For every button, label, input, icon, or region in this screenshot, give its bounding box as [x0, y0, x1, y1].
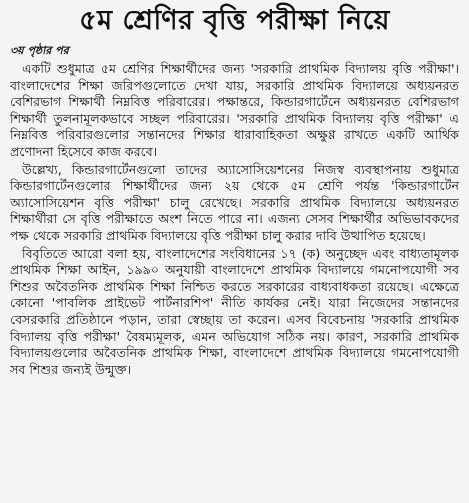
article-headline: ৫ম শ্রেণির বৃত্তি পরীক্ষা নিয়ে: [79, 5, 390, 36]
article-paragraph: উল্লেখ্য, কিন্ডারগার্টেনগুলো তাদের অ্যাসোসিয়েশনের নিজস্ব ব্যবস্থাপনায় শুধুমাত্র কিন্ডারগার্টেনগুলোর শিক্ষার্থীদের জন্য ২য় থেকে ৫ম শ্রেণি পর্যন্ত 'কিন্ডারগার্টেন অ্যাসোসিয়েশন বৃত্তি পরীক্ষা' চালু রেখেছে। সরকারি প্রাথমিক বিদ্যালয়ে অধ্যয়নরত শিক্ষার্থীরা সে বৃত্তি পরীক্ষাতে অংশ নিতে পারে না। এজন্য সেসব শিক্ষার্থীর অভিভাবকদের পক্ষ থেকে সরকারি প্রাথমিক বিদ্যালয়ে বৃত্তি পরীক্ষা চালু করার দাবি উত্থাপিত হয়েছে।: [10, 161, 459, 243]
continued-from-label: ৩য় পৃষ্ঠার পর: [10, 44, 69, 57]
article-body: [10, 61, 459, 378]
article-paragraph: একটি শুধুমাত্র ৫ম শ্রেণির শিক্ষার্থীদের জন্য 'সরকারি প্রাথমিক বিদ্যালয় বৃত্তি পরীক্ষা'। বাংলাদেশের শিক্ষা জরিপগুলোতে দেখা যায়, সরকারি প্রাথমিক বিদ্যালয়ে অধ্যয়নরত বেশিরভাগ শিক্ষার্থী নিম্নবিত্ত পরিবারের। পক্ষান্তরে, কিন্ডারগার্টেনে অধ্যয়নরত বেশিরভাগ শিক্ষার্থী তুলনামূলকভাবে সচ্ছল পরিবারের। 'সরকারি প্রাথমিক বিদ্যালয় বৃত্তি পরীক্ষা' এ নিম্নবিত্ত পরিবারগুলোর সন্তানদের শিক্ষার ধারাবাহিকতা অক্ষুণ্ণ রাখতে একটি আর্থিক প্রণোদনা হিসেবে কাজ করবে।: [10, 61, 459, 159]
article-paragraph: বিবৃতিতে আরো বলা হয়, বাংলাদেশের সংবিধানের ১৭ (ক) অনুচ্ছেদ এবং বাধ্যতামূলক প্রাথমিক শিক্ষা আইন, ১৯৯০ অনুযায়ী বাংলাদেশে প্রাথমিক বিদ্যালয়ে গমনোপযোগী সব শিশুর অবৈতনিক প্রাথমিক শিক্ষা নিশ্চিত করতে সরকারের বাধ্যবাধকতা রয়েছে। এক্ষেত্রে কোনো 'পাবলিক প্রাইভেট পার্টনারশিপ' নীতি কার্যকর নেই। যারা নিজেদের সন্তানদের বেসরকারি প্রতিষ্ঠানে পড়ান, তারা স্বেচ্ছায় তা করেন। এসব বিবেচনায় 'সরকারি প্রাথমিক বিদ্যালয় বৃত্তি পরীক্ষা' বৈষম্যমূলক, এমন অভিযোগ সঠিক নয়। কারণ, সরকারি প্রাথমিক বিদ্যালয়গুলোর অবৈতনিক প্রাথমিক শিক্ষা, বাংলাদেশে প্রাথমিক বিদ্যালয়ে গমনোপযোগী সব শিশুর জন্যই উন্মুক্ত।: [10, 245, 459, 377]
